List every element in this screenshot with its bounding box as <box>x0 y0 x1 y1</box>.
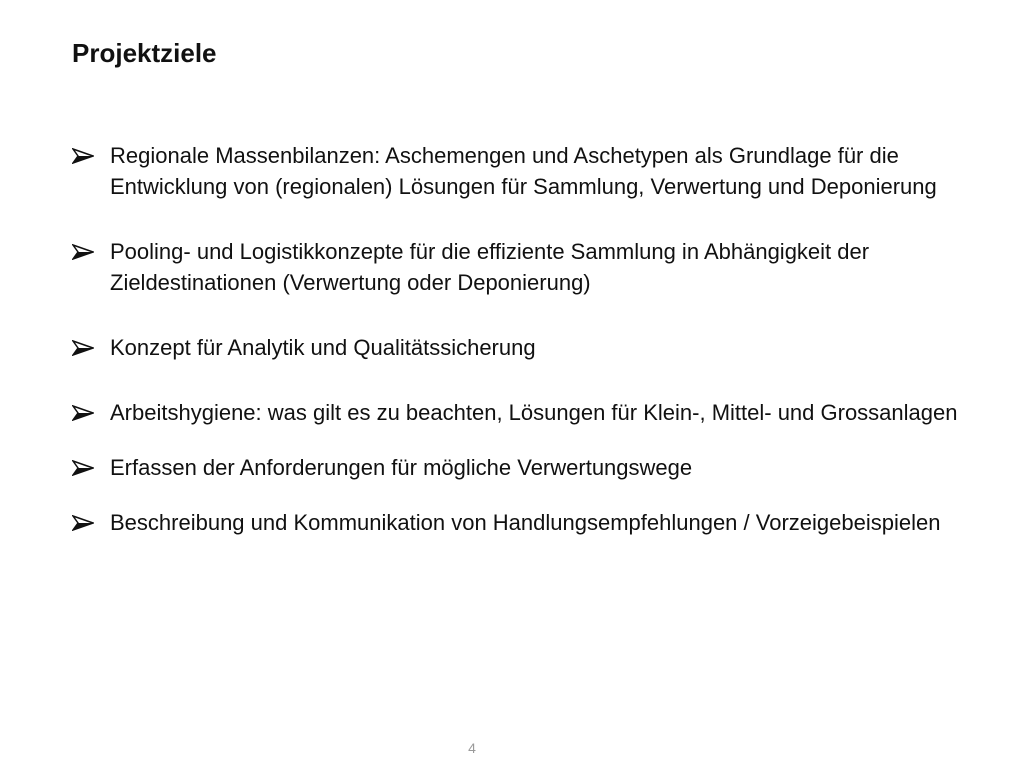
arrow-bullet-icon <box>72 460 94 476</box>
bullet-item <box>72 452 972 483</box>
arrow-bullet-icon <box>72 340 94 356</box>
bullet-text: Regionale Massenbilanzen: Aschemengen und Aschetypen als Grundlage für die Entwicklung von (regionalen) Lösungen für Sammlung, Verwertung und Deponierung <box>110 143 937 199</box>
bullet-item <box>72 140 972 202</box>
bullet-item <box>72 507 972 538</box>
page-number: 4 <box>468 740 476 756</box>
bullet-text: Pooling- und Logistikkonzepte für die effiziente Sammlung in Abhängigkeit der Zieldestinationen (Verwertung oder Deponierung) <box>110 239 870 295</box>
arrow-bullet-icon <box>72 148 94 164</box>
bullet-text: Erfassen der Anforderungen für mögliche Verwertungswege <box>110 455 693 480</box>
bullet-item <box>72 236 972 298</box>
bullet-text: Arbeitshygiene: was gilt es zu beachten, Lösungen für Klein-, Mittel- und Grossanlagen <box>110 400 958 425</box>
bullet-text: Beschreibung und Kommunikation von Handlungsempfehlungen / Vorzeigebeispielen <box>110 510 941 535</box>
arrow-bullet-icon <box>72 405 94 421</box>
bullet-list <box>72 140 972 538</box>
bullet-item <box>72 397 972 428</box>
arrow-bullet-icon <box>72 244 94 260</box>
arrow-bullet-icon <box>72 515 94 531</box>
bullet-text: Konzept für Analytik und Qualitätssicherung <box>110 335 536 360</box>
slide-title: Projektziele <box>72 38 217 68</box>
bullet-item <box>72 332 972 363</box>
